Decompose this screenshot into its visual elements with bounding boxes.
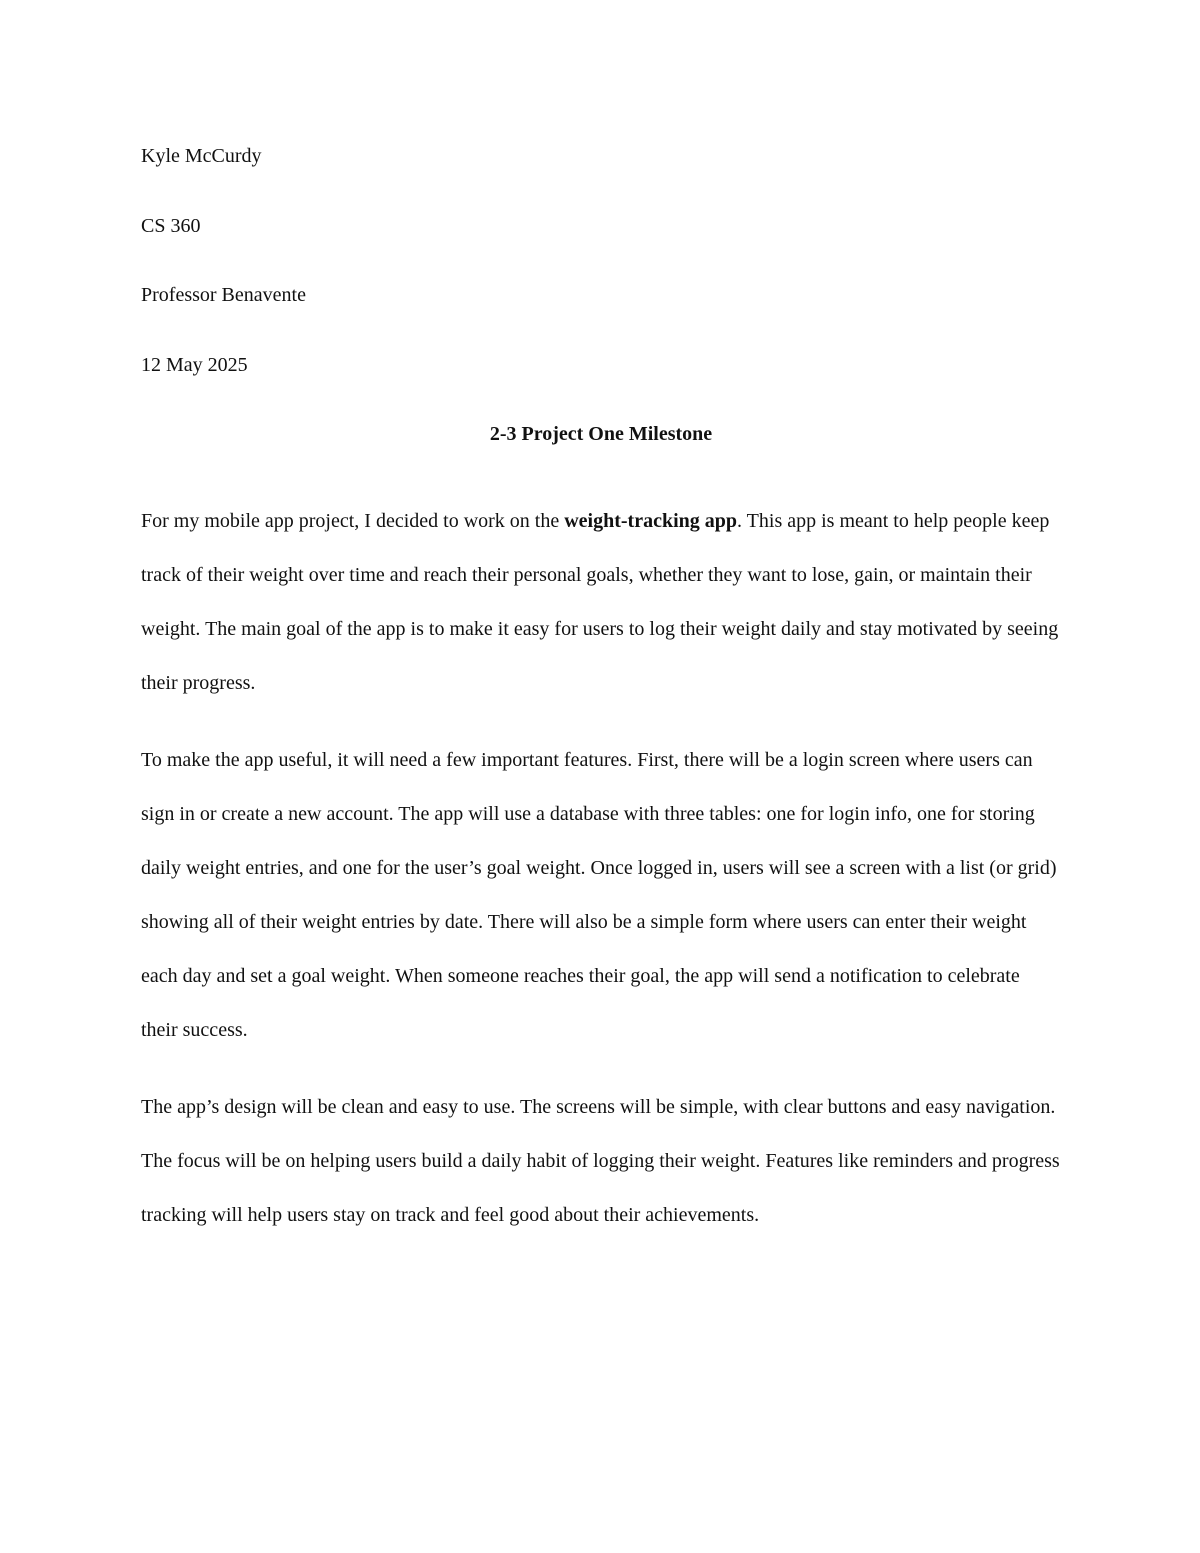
paragraph-intro-text-start: For my mobile app project, I decided to work on the xyxy=(141,510,565,533)
professor-name: Professor Benavente xyxy=(141,284,306,307)
paragraph-intro-bold-text: weight-tracking app xyxy=(564,510,738,533)
document-title: 2-3 Project One Milestone xyxy=(489,423,713,446)
paragraph-design: The app’s design will be clean and easy to use. The screens will be simple, with clear buttons and easy navigation. The focus will be on helping users build a daily habit of logging their weight. Features like reminders and progress tracking will help users stay on track and feel good about their achievements. xyxy=(141,1096,1060,1227)
paragraph-intro-text-end: . This app is meant to help people keep track of their weight over time and reach their personal goals, whether they want to lose, gain, or maintain their weight. The main goal of the app is to make it easy for users to log their weight daily and stay motivated by seeing their progress. xyxy=(141,510,1059,695)
paragraph-features: To make the app useful, it will need a few important features. First, there will be a login screen where users can sign in or create a new account. The app will use a database with three tables: one for login info, one for storing daily weight entries, and one for the user’s goal weight. Once logged in, users will see a screen with a list (or grid) showing all of their weight entries by date. There will also be a simple form where users can enter their weight each day and set a goal weight. When someone reaches their goal, the app will send a notification to celebrate their success. xyxy=(141,749,1057,1042)
document-body xyxy=(141,139,1061,1265)
paragraph-intro xyxy=(141,494,1061,710)
course-name: CS 360 xyxy=(141,214,201,237)
document-date: 12 May 2025 xyxy=(141,353,248,376)
author-name: Kyle McCurdy xyxy=(141,145,262,167)
